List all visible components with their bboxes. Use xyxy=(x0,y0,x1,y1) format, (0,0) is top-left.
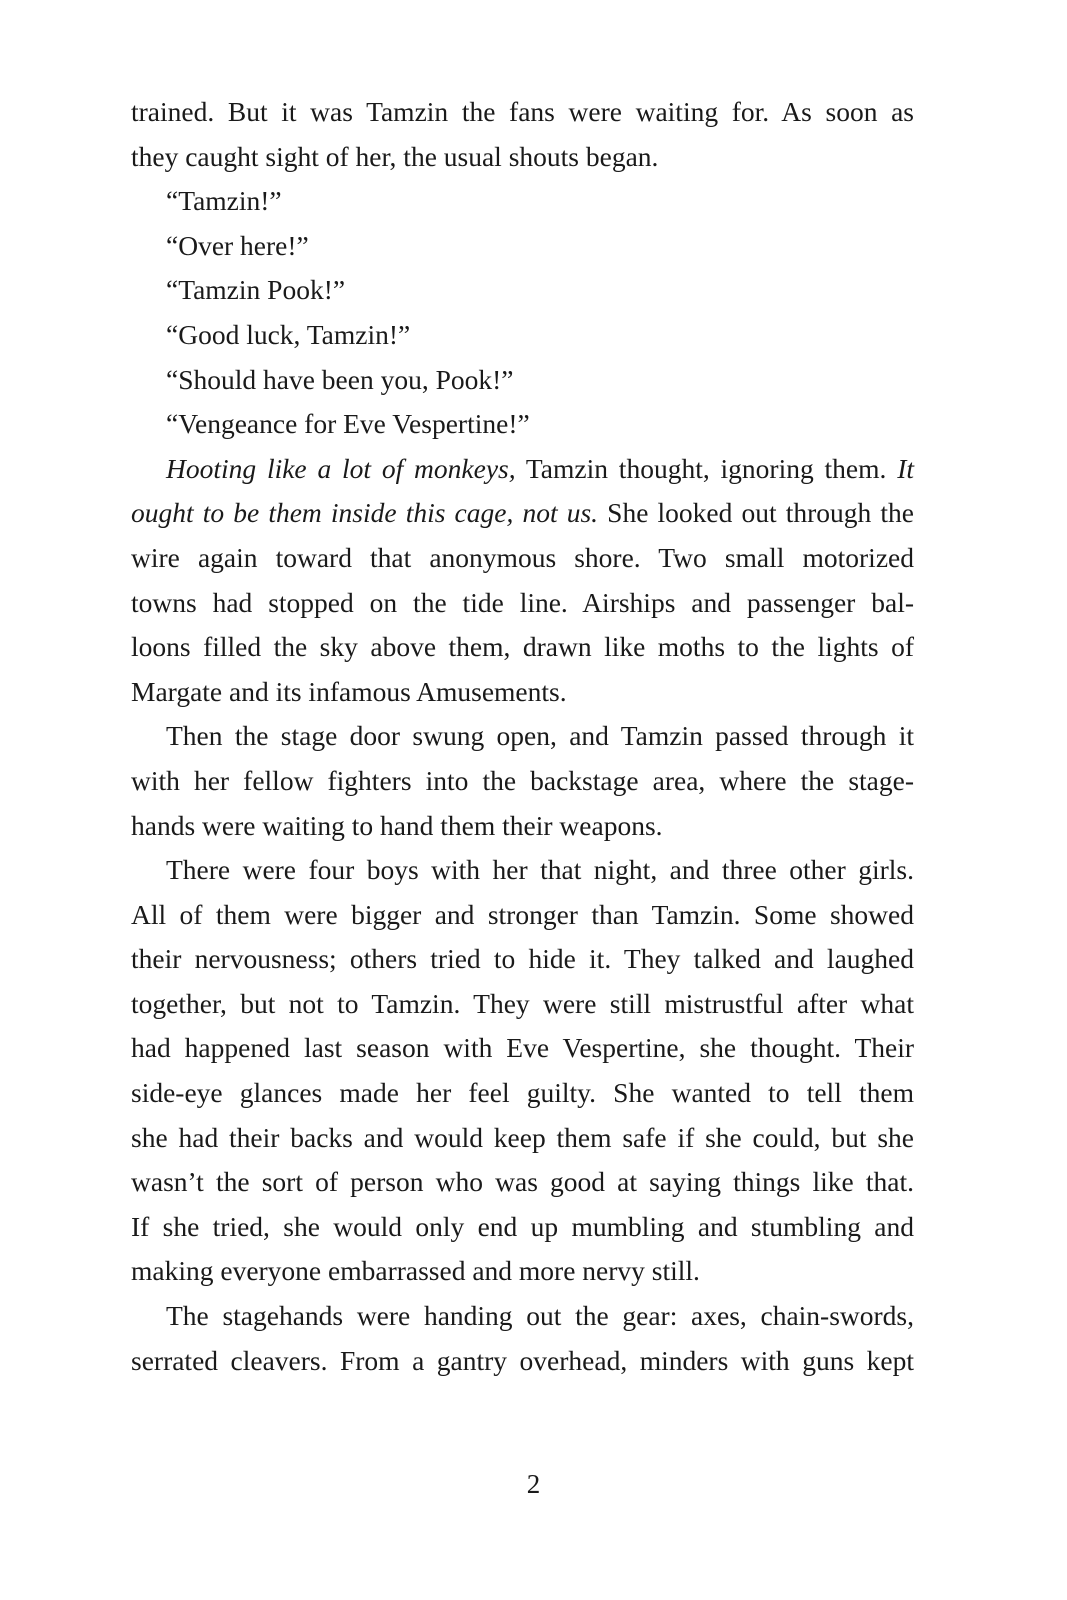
text-run: She looked out through the xyxy=(598,497,914,529)
dialogue-line: “Good luck, Tamzin!” xyxy=(166,318,411,350)
text-line: Then the stage door swung open, and Tamzin passed through it xyxy=(166,720,914,752)
text-line xyxy=(131,447,914,492)
text-line: making everyone embarrassed and more nervy still. xyxy=(131,1255,700,1287)
dialogue-line: “Vengeance for Eve Vespertine!” xyxy=(166,408,530,440)
text-line: hands were waiting to hand them their weapons. xyxy=(131,809,663,841)
text-line: Margate and its infamous Amusements. xyxy=(131,675,567,707)
text-line: wasn’t the sort of person who was good at saying things like that. xyxy=(131,1166,914,1198)
dialogue-line: “Tamzin Pook!” xyxy=(166,274,346,306)
text-line: together, but not to Tamzin. They were still mistrustful after what xyxy=(131,987,914,1019)
text-line: their nervousness; others tried to hide it. They talked and laughed xyxy=(131,943,914,975)
italic-thought: ought to be them inside this cage, not us. xyxy=(131,497,599,529)
text-line: she had their backs and would keep them safe if she could, but she xyxy=(131,1121,914,1153)
italic-thought: It xyxy=(897,452,914,484)
text-line xyxy=(131,491,914,536)
text-line: had happened last season with Eve Vespertine, she thought. Their xyxy=(131,1032,914,1064)
text-line: side-eye glances made her feel guilty. She wanted to tell them xyxy=(131,1077,914,1109)
text-line: they caught sight of her, the usual shouts began. xyxy=(131,140,659,172)
text-line: The stagehands were handing out the gear: axes, chain-swords, xyxy=(166,1300,914,1332)
dialogue-line: “Over here!” xyxy=(166,229,309,261)
italic-thought: Hooting like a lot of monkeys, xyxy=(166,452,516,484)
text-line: If she tried, she would only end up mumbling and stumbling and xyxy=(131,1210,914,1242)
dialogue-line: “Tamzin!” xyxy=(166,185,282,217)
text-line: loons filled the sky above them, drawn like moths to the lights of xyxy=(131,631,914,663)
text-line: wire again toward that anonymous shore. Two small motorized xyxy=(131,541,914,573)
page-text-block xyxy=(131,90,914,1383)
text-line: towns had stopped on the tide line. Airships and passenger bal- xyxy=(131,586,914,618)
text-line: serrated cleavers. From a gantry overhead, minders with guns kept xyxy=(131,1344,914,1376)
text-line: There were four boys with her that night, and three other girls. xyxy=(166,854,914,886)
text-run: Tamzin thought, ignoring them. xyxy=(515,452,898,484)
page-number: 2 xyxy=(526,1469,541,1499)
text-line: trained. But it was Tamzin the fans were waiting for. As soon as xyxy=(131,96,914,127)
text-line: All of them were bigger and stronger than Tamzin. Some showed xyxy=(131,898,914,930)
dialogue-line: “Should have been you, Pook!” xyxy=(166,363,514,395)
text-line: with her fellow fighters into the backstage area, where the stage- xyxy=(131,764,914,796)
